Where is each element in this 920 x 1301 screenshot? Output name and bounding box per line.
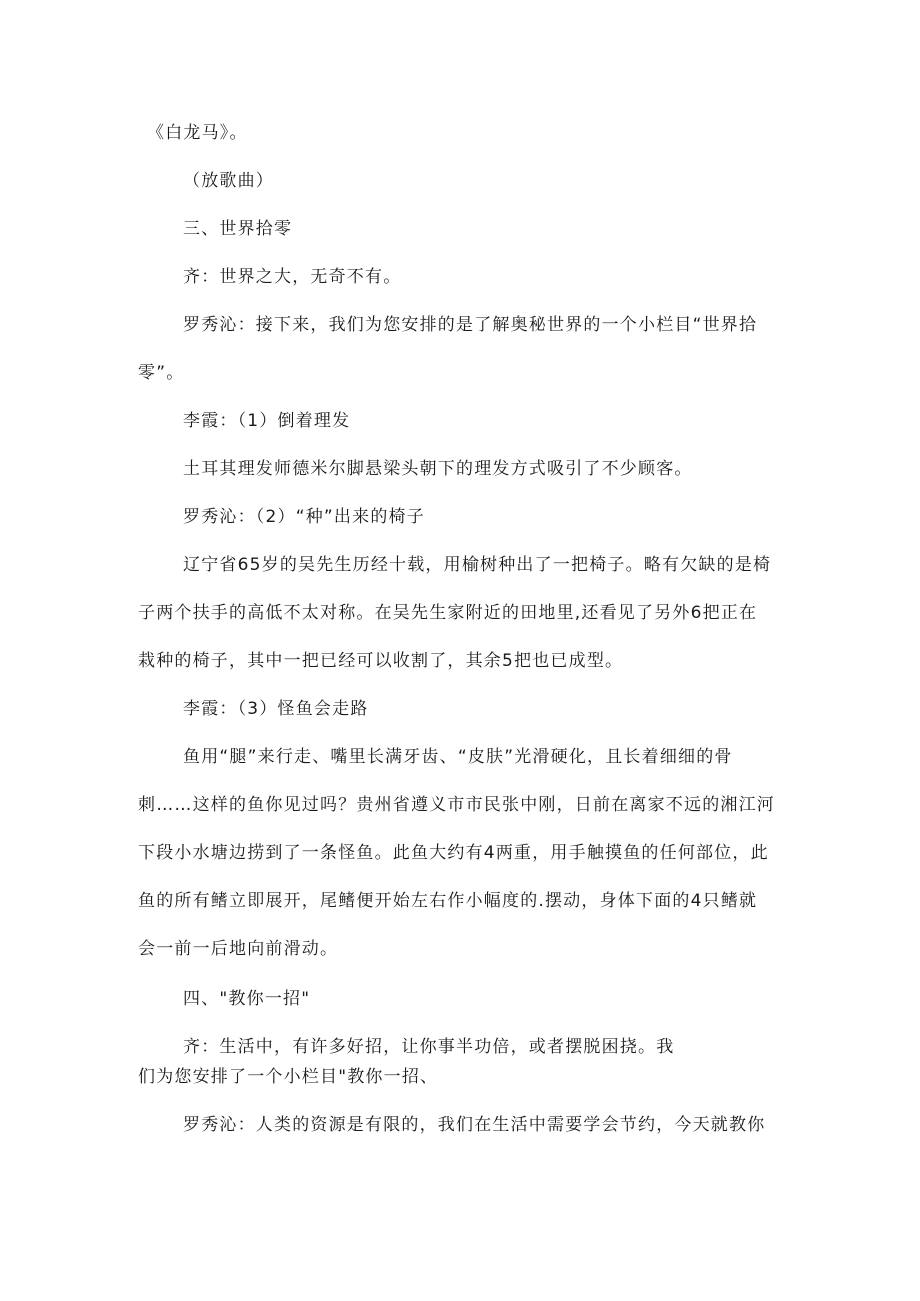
section-four-heading: 四、"教你一招" xyxy=(183,989,311,1009)
section-three-heading: 三、世界拾零 xyxy=(183,219,293,239)
paragraph-line: 们为您安排了一个小栏目"教你一招、 xyxy=(138,1067,439,1087)
paragraph-line: 刺……这样的鱼你见过吗？贵州省遵义市市民张中刚，日前在离家不远的湘江河 xyxy=(138,795,775,815)
paragraph-line: 栽种的椅子，其中一把已经可以收割了，其余5把也已成型。 xyxy=(138,651,624,671)
item-heading: 罗秀沁：（2）“种”出来的椅子 xyxy=(183,507,425,527)
play-song-note: （放歌曲） xyxy=(183,171,274,191)
paragraph-line: 下段小水塘边捞到了一条怪鱼。此鱼大约有4两重，用手触摸鱼的任何部位，此 xyxy=(138,843,769,863)
paragraph-line: 鱼的所有鳍立即展开，尾鳍便开始左右作小幅度的.摆动，身体下面的4只鳍就 xyxy=(138,891,758,911)
paragraph-line: 土耳其理发师德米尔脚悬梁头朝下的理发方式吸引了不少顾客。 xyxy=(183,459,693,479)
paragraph-line: 辽宁省65岁的吴先生历经十载，用榆树种出了一把椅子。略有欠缺的是椅 xyxy=(183,555,772,575)
item-heading: 李霞：（3）怪鱼会走路 xyxy=(183,699,369,719)
paragraph-line: 罗秀沁：接下来，我们为您安排的是了解奥秘世界的一个小栏目“世界拾 xyxy=(183,315,758,335)
paragraph-line: 会一前一后地向前滑动。 xyxy=(138,939,339,959)
paragraph-line: 齐：世界之大，无奇不有。 xyxy=(183,267,402,287)
paragraph-line: 齐：生活中，有许多好招，让你事半功倍，或者摆脱困挠。我 xyxy=(183,1037,675,1057)
paragraph-line: 零”。 xyxy=(138,363,185,383)
paragraph-line: 子两个扶手的高低不太对称。在吴先生家附近的田地里,还看见了另外6把正在 xyxy=(138,603,758,623)
item-heading: 李霞：（1）倒着理发 xyxy=(183,411,351,431)
song-title-line: 《白龙马》。 xyxy=(147,123,248,143)
paragraph-line: 鱼用“腿”来行走、嘴里长满牙齿、“皮肤”光滑硬化，且长着细细的骨 xyxy=(183,747,733,767)
paragraph-line: 罗秀沁：人类的资源是有限的，我们在生活中需要学会节约，今天就教你 xyxy=(183,1115,766,1135)
